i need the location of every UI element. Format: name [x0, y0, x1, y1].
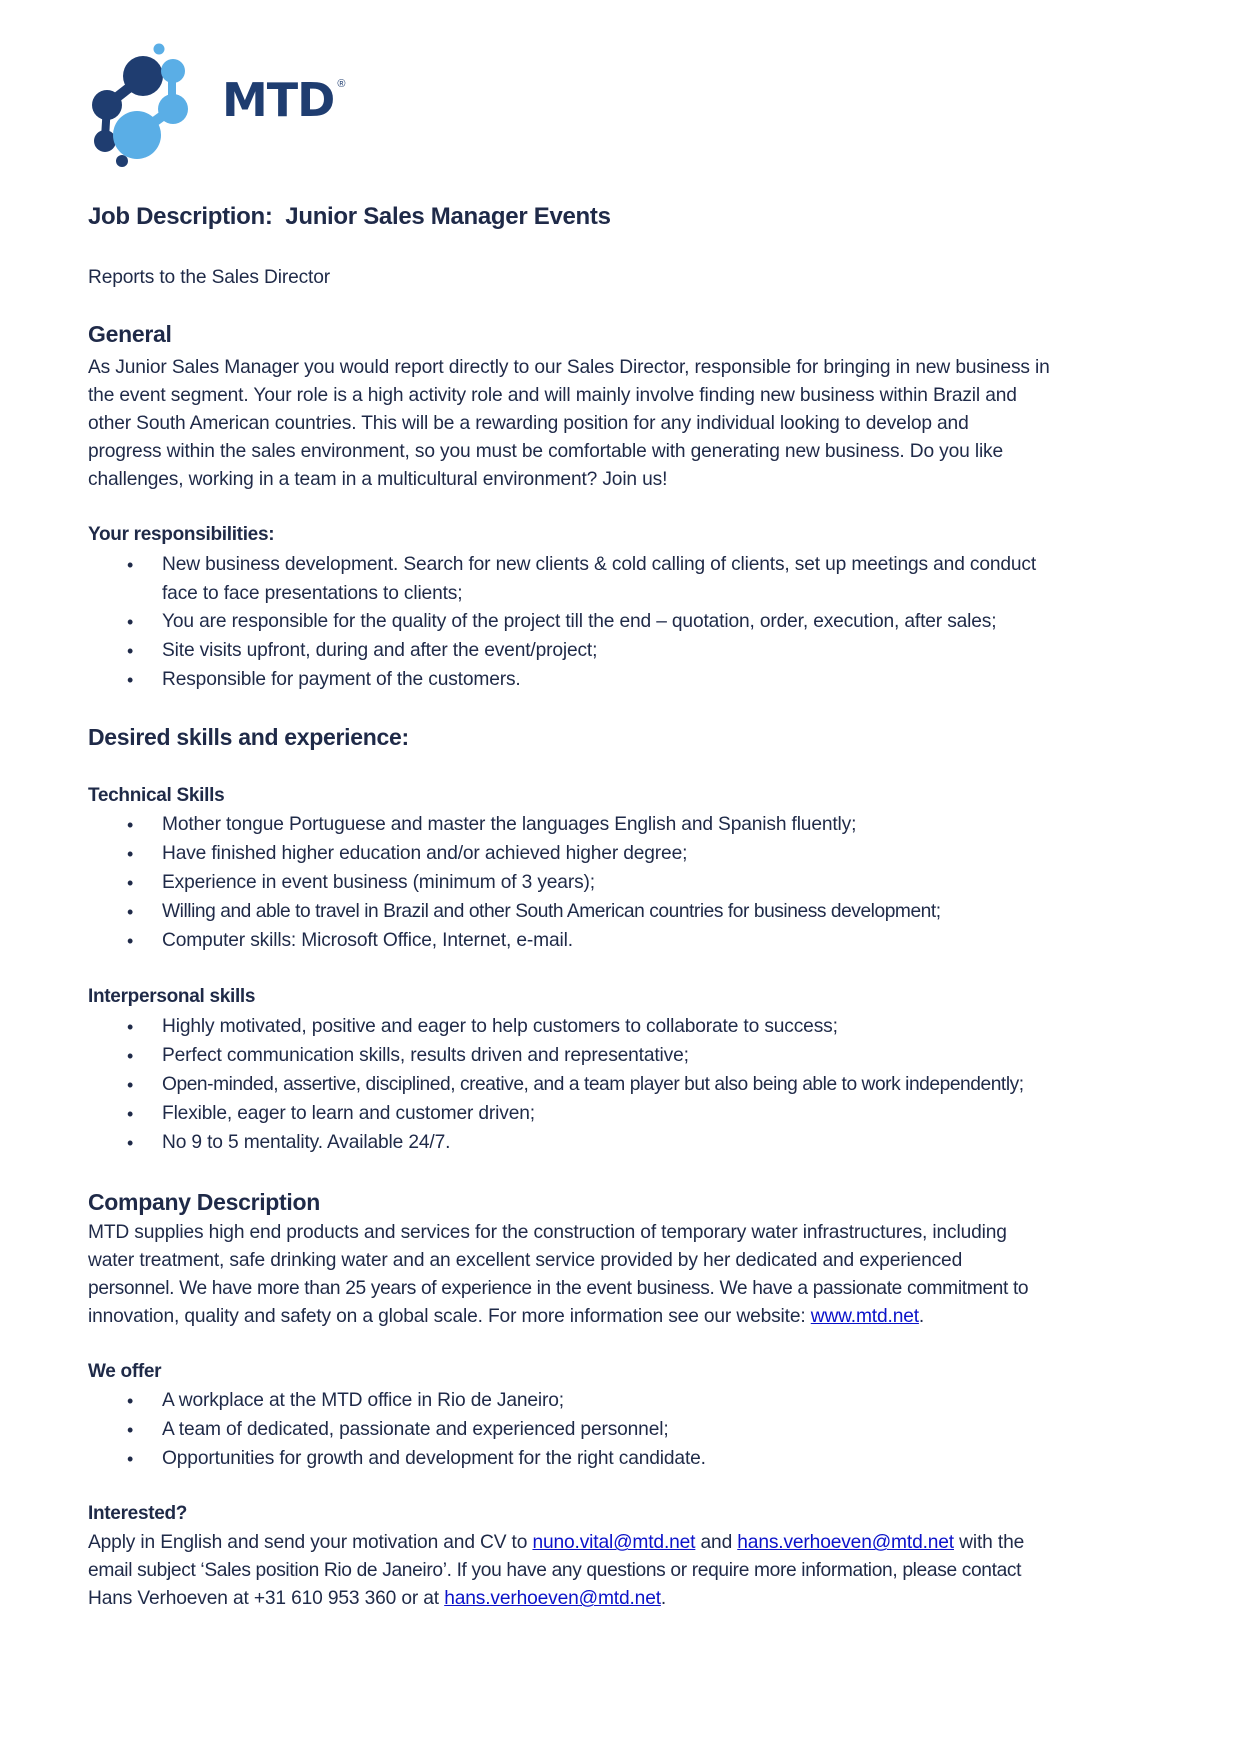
offer-item: A workplace at the MTD office in Rio de Janeiro;: [162, 1390, 564, 1411]
offer-item: Opportunities for growth and development for the right candidate.: [162, 1448, 706, 1469]
bullet-icon: •: [127, 1133, 134, 1153]
bullet-icon: •: [127, 1104, 134, 1124]
bullet-icon: •: [127, 815, 134, 835]
technical-skill-item: Experience in event business (minimum of 3 years);: [162, 872, 595, 893]
general-line: As Junior Sales Manager you would report directly to our Sales Director, responsible for bringing in new business in: [88, 357, 1050, 378]
responsibility-item-continued: face to face presentations to clients;: [162, 583, 463, 604]
period: .: [660, 1588, 667, 1609]
responsibility-item: New business development. Search for new clients & cold calling of clients, set up meetings and conduct: [162, 554, 1037, 575]
email-link-hans[interactable]: hans.verhoeven@mtd.net: [737, 1532, 954, 1553]
technical-skill-item: Willing and able to travel in Brazil and other South American countries for business development;: [162, 901, 941, 922]
bullet-icon: •: [127, 1449, 134, 1469]
technical-skills-heading: Technical Skills: [88, 785, 225, 806]
page-title: Job Description: Junior Sales Manager Events: [88, 203, 611, 230]
apply-text: and: [695, 1532, 738, 1553]
apply-line: [88, 1529, 1024, 1557]
company-heading: Company Description: [88, 1189, 321, 1215]
email-link-nuno[interactable]: nuno.vital@mtd.net: [532, 1532, 696, 1553]
bullet-icon: •: [127, 902, 134, 922]
bullet-icon: •: [127, 612, 134, 632]
responsibilities-heading: Your responsibilities:: [88, 524, 275, 545]
bullet-icon: •: [127, 1017, 134, 1037]
company-line: personnel. We have more than 25 years of experience in the event business. We have a passionate commitment to: [88, 1278, 1029, 1299]
interpersonal-skill-item: Perfect communication skills, results driven and representative;: [162, 1045, 689, 1066]
reports-to: Reports to the Sales Director: [88, 267, 330, 288]
apply-line: [88, 1585, 666, 1613]
logo-wordmark: MTD: [222, 73, 335, 127]
general-line: progress within the sales environment, so you must be comfortable with generating new business. Do you like: [88, 441, 1004, 462]
website-link[interactable]: www.mtd.net: [810, 1306, 919, 1327]
interpersonal-skill-item: Flexible, eager to learn and customer driven;: [162, 1103, 535, 1124]
interpersonal-skill-item: Open-minded, assertive, disciplined, creative, and a team player but also being able to work independently;: [162, 1074, 1024, 1095]
responsibility-item: You are responsible for the quality of the project till the end – quotation, order, execution, after sales;: [162, 611, 997, 632]
company-text: innovation, quality and safety on a global scale. For more information see our website:: [88, 1306, 811, 1327]
interpersonal-skill-item: Highly motivated, positive and eager to help customers to collaborate to success;: [162, 1016, 838, 1037]
interpersonal-skill-item: No 9 to 5 mentality. Available 24/7.: [162, 1132, 451, 1153]
company-line: [88, 1303, 924, 1331]
bullet-icon: •: [127, 1075, 134, 1095]
period: .: [918, 1306, 925, 1327]
bullet-icon: •: [127, 844, 134, 864]
bullet-icon: •: [127, 670, 134, 690]
general-line: other South American countries. This will be a rewarding position for any individual looking to develop and: [88, 413, 969, 434]
technical-skill-item: Computer skills: Microsoft Office, Internet, e-mail.: [162, 930, 573, 951]
email-link-hans-contact[interactable]: hans.verhoeven@mtd.net: [444, 1588, 661, 1609]
company-line: water treatment, safe drinking water and an excellent service provided by her dedicated and experienced: [88, 1250, 963, 1271]
technical-skill-item: Have finished higher education and/or achieved higher degree;: [162, 843, 688, 864]
interested-heading: Interested?: [88, 1503, 188, 1524]
bullet-icon: •: [127, 1420, 134, 1440]
apply-line: email subject ‘Sales position Rio de Janeiro’. If you have any questions or require more information, please contact: [88, 1560, 1022, 1581]
bullet-icon: •: [127, 555, 134, 575]
general-line: the event segment. Your role is a high activity role and will mainly involve finding new business within Brazil and: [88, 385, 1017, 406]
mtd-logo: [87, 43, 357, 167]
responsibility-item: Responsible for payment of the customers.: [162, 669, 521, 690]
general-line: challenges, working in a team in a multicultural environment? Join us!: [88, 469, 668, 490]
bullet-icon: •: [127, 873, 134, 893]
company-line: MTD supplies high end products and services for the construction of temporary water infrastructures, including: [88, 1222, 1007, 1243]
contact-text: Hans Verhoeven at +31 610 953 360 or at: [88, 1588, 445, 1609]
skills-heading: Desired skills and experience:: [88, 724, 409, 750]
bullet-icon: •: [127, 1046, 134, 1066]
apply-text: with the: [954, 1532, 1025, 1553]
offer-item: A team of dedicated, passionate and experienced personnel;: [162, 1419, 669, 1440]
technical-skill-item: Mother tongue Portuguese and master the languages English and Spanish fluently;: [162, 814, 857, 835]
bullet-icon: •: [127, 931, 134, 951]
registered-mark: ®: [337, 78, 346, 90]
logo-wordmark-group: [222, 73, 346, 127]
responsibility-item: Site visits upfront, during and after the event/project;: [162, 640, 598, 661]
general-heading: General: [88, 321, 172, 347]
interpersonal-skills-heading: Interpersonal skills: [88, 986, 256, 1007]
bullet-icon: •: [127, 1391, 134, 1411]
molecule-logo-icon: [87, 43, 207, 167]
offer-heading: We offer: [88, 1361, 162, 1382]
bullet-icon: •: [127, 641, 134, 661]
apply-text: Apply in English and send your motivation and CV to: [88, 1532, 533, 1553]
